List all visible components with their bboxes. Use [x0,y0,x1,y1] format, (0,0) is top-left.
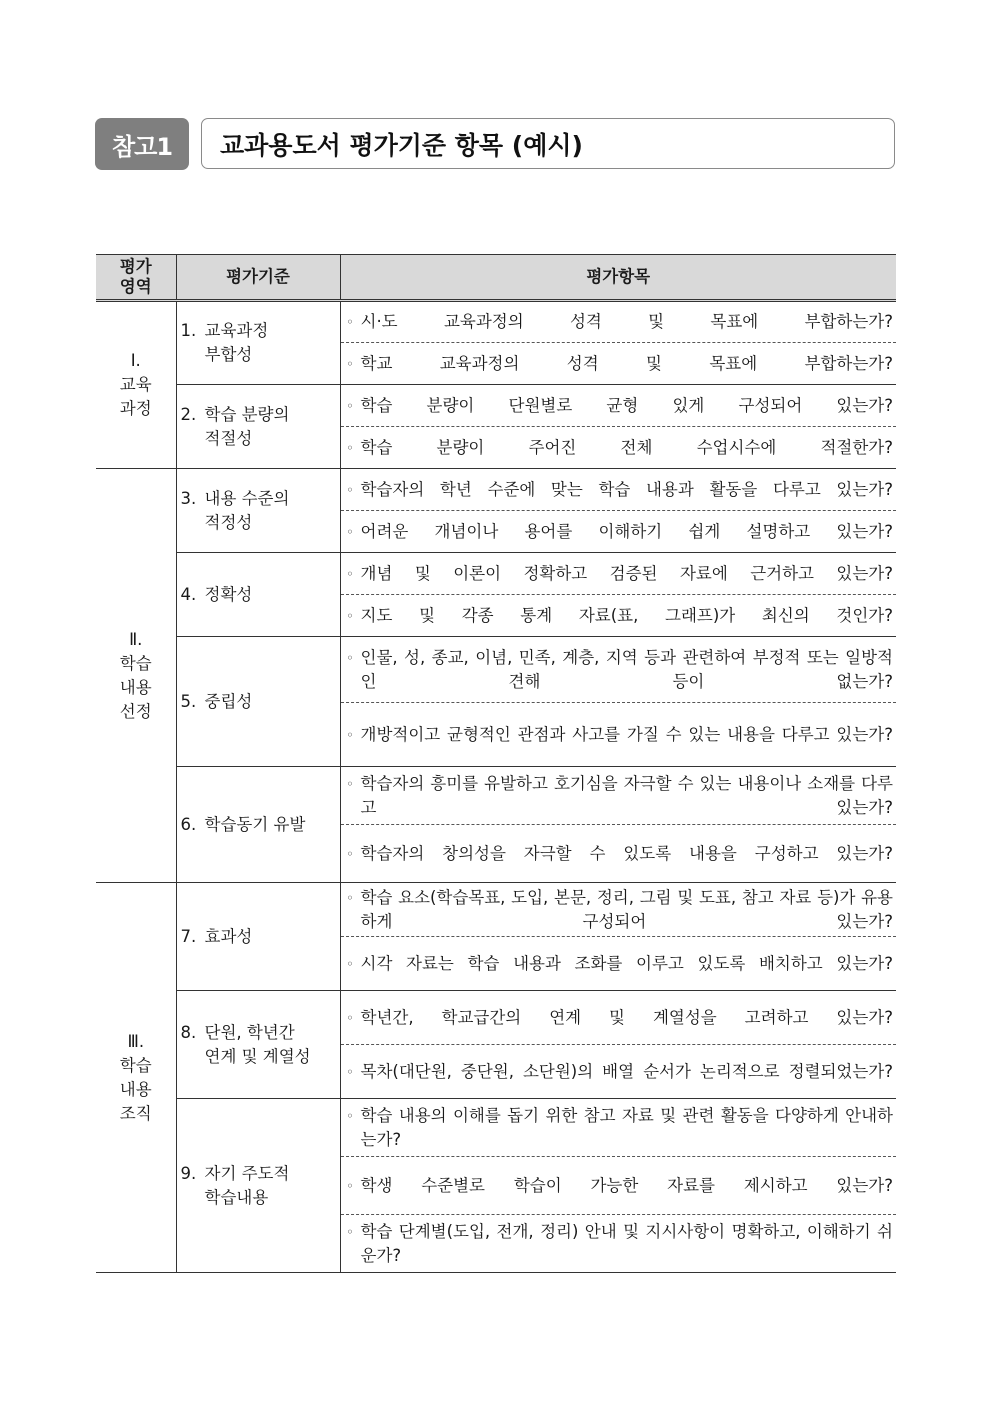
item-line [347,1174,894,1198]
header-area-line: 영역 [119,277,152,296]
header-area [96,255,176,301]
table-row [96,883,896,937]
evaluation-criteria-table [96,254,896,1273]
evaluation-item [340,385,896,427]
header-criteria: 평가기준 [176,255,340,301]
evaluation-item [340,825,896,883]
evaluation-item [340,301,896,343]
criteria-line [181,1186,340,1210]
item-line [347,886,894,934]
item-text: 학습 내용의 이해를 돕기 위한 참고 자료 및 관련 활동을 다양하게 안내하는가? [360,1105,893,1149]
item-line [347,842,894,866]
criteria-number [181,427,205,451]
bullet-icon: ◦ [346,890,354,905]
criteria-line [181,690,340,714]
item-text: 학습 요소(학습목표, 도입, 본문, 정리, 그림 및 도표, 참고 자료 등)가 유용하게 구성되어 있는가? [360,887,893,931]
criteria-number [181,1186,205,1210]
item-text: 학습 분량이 주어진 전체 수업시수에 적절한가? [360,437,893,457]
criteria-cell [176,469,340,553]
area-cell [96,883,176,1273]
item-line [347,394,894,418]
evaluation-item [340,1157,896,1215]
bullet-icon: ◦ [346,524,354,539]
evaluation-item [340,1099,896,1157]
criteria-cell [176,385,340,469]
table-header-row [96,255,896,301]
criteria-cell [176,991,340,1099]
criteria-number: 8. [180,1022,197,1042]
item-text: 학년간, 학교급간의 연계 및 계열성을 고려하고 있는가? [360,1007,893,1027]
criteria-line [181,583,340,607]
header-items: 평가항목 [340,255,896,301]
bullet-icon: ◦ [346,650,354,665]
bullet-icon: ◦ [346,356,354,371]
bullet-icon: ◦ [346,846,354,861]
item-text: 학습자의 학년 수준에 맞는 학습 내용과 활동을 다루고 있는가? [360,479,893,499]
table-row [96,553,896,595]
criteria-line [181,427,340,451]
bullet-icon: ◦ [346,566,354,581]
area-label-line: 학습 [119,1055,152,1075]
area-label-line: Ⅱ. [129,629,143,649]
item-text: 지도 및 각종 통계 자료(표, 그래프)가 최신의 것인가? [360,605,893,625]
criteria-number: 5. [180,691,197,711]
criteria-text: 적절성 [204,428,253,448]
item-line [347,1220,894,1268]
criteria-cell [176,767,340,883]
criteria-text: 적정성 [204,512,253,532]
criteria-text: 학습동기 유발 [204,814,306,834]
evaluation-item [340,469,896,511]
bullet-icon: ◦ [346,1224,354,1239]
criteria-line [181,925,340,949]
bullet-icon: ◦ [346,956,354,971]
item-line [347,520,894,544]
criteria-cell [176,637,340,767]
criteria-text: 정확성 [204,584,253,604]
item-line [347,436,894,460]
item-line [347,1006,894,1030]
area-label-line: 조직 [119,1103,152,1123]
area-label-line: 내용 [119,677,152,697]
bullet-icon: ◦ [346,1010,354,1025]
item-text: 학습 분량이 단원별로 균형 있게 구성되어 있는가? [360,395,893,415]
criteria-line [181,1021,340,1045]
area-label-line: 교육 [119,375,152,394]
criteria-number: 2. [180,404,197,424]
table-row [96,469,896,511]
criteria-number: 7. [180,926,197,946]
reference-badge: 참고1 [95,118,189,170]
evaluation-item [340,427,896,469]
evaluation-item [340,703,896,767]
item-text: 학교 교육과정의 성격 및 목표에 부합하는가? [360,353,893,373]
evaluation-item [340,343,896,385]
evaluation-item [340,1215,896,1273]
criteria-line [181,319,340,343]
item-text: 개념 및 이론이 정확하고 검증된 자료에 근거하고 있는가? [360,563,893,583]
criteria-line [181,343,340,367]
evaluation-item [340,767,896,825]
table-row [96,991,896,1045]
bullet-icon: ◦ [346,1064,354,1079]
criteria-text: 학습 분량의 [204,404,290,424]
criteria-cell [176,1099,340,1273]
criteria-text: 자기 주도적 [204,1163,290,1183]
item-line [347,1060,894,1084]
criteria-text: 부합성 [204,345,253,364]
item-text: 인물, 성, 종교, 이념, 민족, 계층, 지역 등과 관련하여 부정적 또는 일방적인 견해 등이 없는가? [360,647,893,691]
area-label-line: 내용 [119,1079,152,1099]
criteria-number: 3. [180,488,197,508]
table-row [96,637,896,703]
bullet-icon: ◦ [346,398,354,413]
evaluation-item [340,937,896,991]
item-line [347,646,894,694]
area-label-line: Ⅰ. [130,351,141,370]
bullet-icon: ◦ [346,315,354,329]
area-cell [96,469,176,883]
item-line [347,310,894,334]
bullet-icon: ◦ [346,608,354,623]
item-line [347,1104,894,1152]
evaluation-item [340,595,896,637]
item-line [347,723,894,747]
criteria-text: 중립성 [204,691,253,711]
item-text: 목차(대단원, 중단원, 소단원)의 배열 순서가 논리적으로 정렬되었는가? [360,1061,893,1081]
criteria-line [181,813,340,837]
area-label-line: 선정 [119,701,152,721]
bullet-icon: ◦ [346,482,354,497]
criteria-line [181,1162,340,1186]
item-text: 시·도 교육과정의 성격 및 목표에 부합하는가? [360,312,893,331]
area-cell [96,301,176,469]
bullet-icon: ◦ [346,1178,354,1193]
item-line [347,772,894,820]
criteria-cell [176,301,340,385]
criteria-number [181,511,205,535]
bullet-icon: ◦ [346,727,354,742]
criteria-line [181,1045,340,1069]
header-area-line: 평가 [119,257,152,276]
criteria-text: 단원, 학년간 [204,1022,295,1042]
criteria-cell [176,553,340,637]
area-label-line: Ⅲ. [127,1031,145,1051]
item-line [347,352,894,376]
bullet-icon: ◦ [346,1108,354,1123]
evaluation-item [340,991,896,1045]
criteria-number: 9. [180,1163,197,1183]
area-label-line: 과정 [119,399,152,418]
evaluation-item [340,511,896,553]
document-title: 교과용도서 평가기준 항목 (예시) [220,130,583,160]
item-line [347,562,894,586]
criteria-text: 효과성 [204,926,253,946]
item-text: 어려운 개념이나 용어를 이해하기 쉽게 설명하고 있는가? [360,521,893,541]
item-text: 학습자의 흥미를 유발하고 호기심을 자극할 수 있는 내용이나 소재를 다루고 있는가? [360,773,893,817]
item-text: 시각 자료는 학습 내용과 조화를 이루고 있도록 배치하고 있는가? [360,953,893,973]
criteria-number [181,1045,205,1069]
item-line [347,952,894,976]
criteria-line [181,511,340,535]
criteria-line [181,487,340,511]
criteria-text: 교육과정 [204,321,269,340]
criteria-cell [176,883,340,991]
item-text: 개방적이고 균형적인 관점과 사고를 가질 수 있는 내용을 다루고 있는가? [360,724,893,744]
bullet-icon: ◦ [346,776,354,791]
criteria-number: 4. [180,584,197,604]
item-text: 학습자의 창의성을 자극할 수 있도록 내용을 구성하고 있는가? [360,843,893,863]
criteria-number [181,343,205,367]
table-row [96,385,896,427]
criteria-number: 1. [180,321,197,340]
criteria-number: 6. [180,814,197,834]
item-line [347,604,894,628]
item-line [347,478,894,502]
item-text: 학습 단계별(도입, 전개, 정리) 안내 및 지시사항이 명확하고, 이해하기 쉬운가? [360,1221,893,1265]
evaluation-item [340,1045,896,1099]
evaluation-item [340,883,896,937]
criteria-text: 연계 및 계열성 [204,1046,311,1066]
evaluation-item [340,637,896,703]
item-text: 학생 수준별로 학습이 가능한 자료를 제시하고 있는가? [360,1175,893,1195]
table-row [96,1099,896,1157]
bullet-icon: ◦ [346,440,354,455]
criteria-line [181,403,340,427]
evaluation-item [340,553,896,595]
area-label-line: 학습 [119,653,152,673]
criteria-text: 내용 수준의 [204,488,290,508]
criteria-text: 학습내용 [204,1187,269,1207]
document-title-box [201,118,895,169]
table-row [96,767,896,825]
table-row [96,301,896,343]
